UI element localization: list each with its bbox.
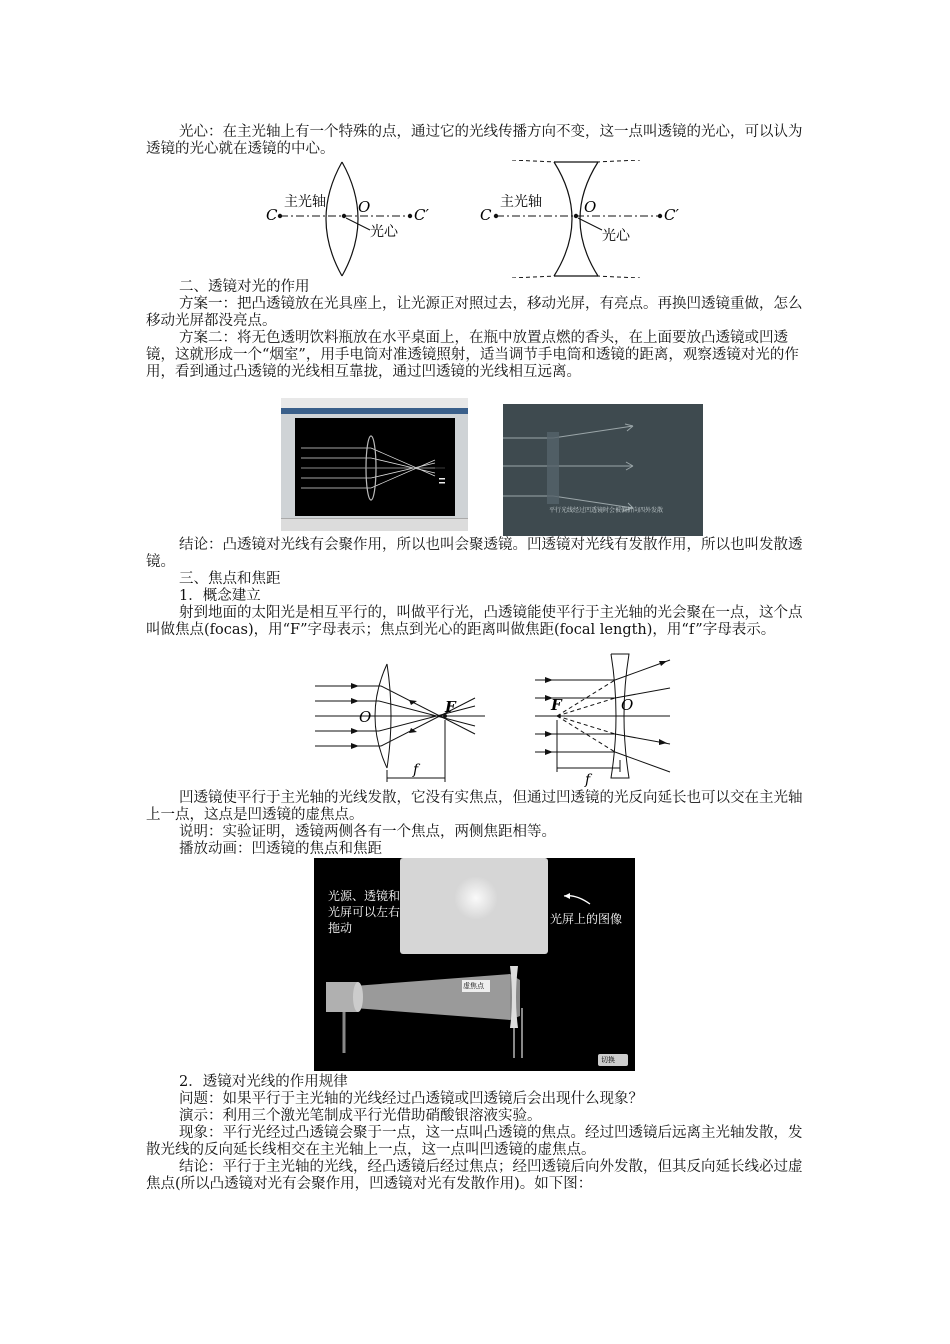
sub-heading-rules: 2．透镜对光线的作用规律 [179, 1074, 348, 1090]
svg-text:F: F [551, 696, 562, 714]
virtual-focus-label: 虚焦点 [463, 982, 484, 990]
focus-diagram [315, 650, 675, 790]
switch-button[interactable]: 切换 [601, 1056, 615, 1064]
demo: 演示：利用三个激光笔制成平行光借助硝酸银溶液实验。 [179, 1108, 542, 1124]
heading-lens-effect: 二、透镜对光的作用 [179, 279, 310, 295]
concave-focus-diagram [535, 654, 670, 778]
conclusion-one: 结论：凸透镜对光线有会聚作用，所以也叫会聚透镜。凹透镜对光线有发散作用，所以也叫发散透镜。 [146, 537, 803, 570]
plan-one: 方案一：把凸透镜放在光具座上，让光源正对照过去，移动光屏，有亮点。再换凹透镜重做，怎么移动光屏都没亮点。 [146, 296, 803, 329]
svg-text:O: O [358, 198, 371, 216]
svg-text:主光轴: 主光轴 [500, 194, 542, 210]
svg-text:O: O [621, 696, 634, 714]
convex-experiment-photo [281, 398, 468, 531]
para-focus: 射到地面的太阳光是相互平行的，叫做平行光，凸透镜能使平行于主光轴的光会聚在一点，这个点叫做焦点(focas)，用“F”字母表示；焦点到光心的距离叫做焦距(focal length)，用“f”字母表示。 [146, 605, 803, 638]
convex-focus-diagram [315, 664, 485, 782]
sub-heading-concept: 1．概念建立 [179, 588, 261, 604]
c-label: C [266, 206, 278, 224]
concave-experiment-photo [503, 404, 703, 536]
note: 说明：实验证明，透镜两侧各有一个焦点，两侧焦距相等。 [179, 824, 556, 840]
svg-text:O: O [359, 708, 372, 726]
svg-text:f: f [585, 772, 591, 788]
svg-text:F: F [445, 698, 456, 716]
plan-two: 方案二：将无色透明饮料瓶放在水平桌面上，在瓶中放置点燃的香头，在上面要放凸透镜或凹透镜，这就形成一个“烟室”，用手电筒对准透镜照射，适当调节手电筒和透镜的距离，观察透镜对光的作用，看到通过凸透镜的光线相互靠拢，通过凹透镜的光线相互远离。 [146, 330, 799, 380]
optical-center-figure [262, 160, 702, 278]
axis-label: 主光轴 [284, 194, 326, 210]
concave-animation: 光源、透镜和光屏可以左右拖动 光屏上的图像 虚焦点 切换 [314, 858, 635, 1071]
para-optical-center: 光心：在主光轴上有一个特殊的点，通过它的光线传播方向不变，这一点叫透镜的光心，可以认为透镜的光心就在透镜的中心。 [146, 124, 803, 157]
heading-focus: 三、焦点和焦距 [179, 571, 281, 587]
convex-lens-diagram [266, 162, 429, 276]
center-label: 光心 [370, 224, 398, 240]
svg-text:C: C [480, 206, 492, 224]
concave-lens-diagram [480, 160, 679, 278]
svg-text:O: O [584, 198, 597, 216]
svg-text:C′: C′ [414, 206, 429, 224]
svg-text:C′: C′ [664, 206, 679, 224]
anim-title: 播放动画：凹透镜的焦点和焦距 [179, 841, 382, 857]
phenomenon: 现象：平行光经过凸透镜会聚于一点，这一点叫凸透镜的焦点。经过凹透镜后远离主光轴发散，发散光线的反向延长线相交在主光轴上一点，这一点叫凹透镜的虚焦点。 [146, 1125, 803, 1158]
para-concave-virtual-focus: 凹透镜使平行于主光轴的光线发散，它没有实焦点，但通过凹透镜的光反向延长也可以交在主光轴上一点，这点是凹透镜的虚焦点。 [146, 790, 803, 823]
svg-text:f: f [413, 762, 419, 778]
question: 问题：如果平行于主光轴的光线经过凸透镜或凹透镜后会出现什么现象？ [179, 1091, 643, 1107]
svg-text:光心: 光心 [602, 228, 630, 244]
photo-caption: 平行光线经过凹透镜时会被偏折向四外发散 [549, 507, 664, 514]
conclusion-two: 结论：平行于主光轴的光线，经凸透镜后经过焦点；经凹透镜后向外发散，但其反向延长线必过虚焦点(所以凸透镜对光有会聚作用，凹透镜对光有发散作用)。如下图： [146, 1159, 803, 1192]
